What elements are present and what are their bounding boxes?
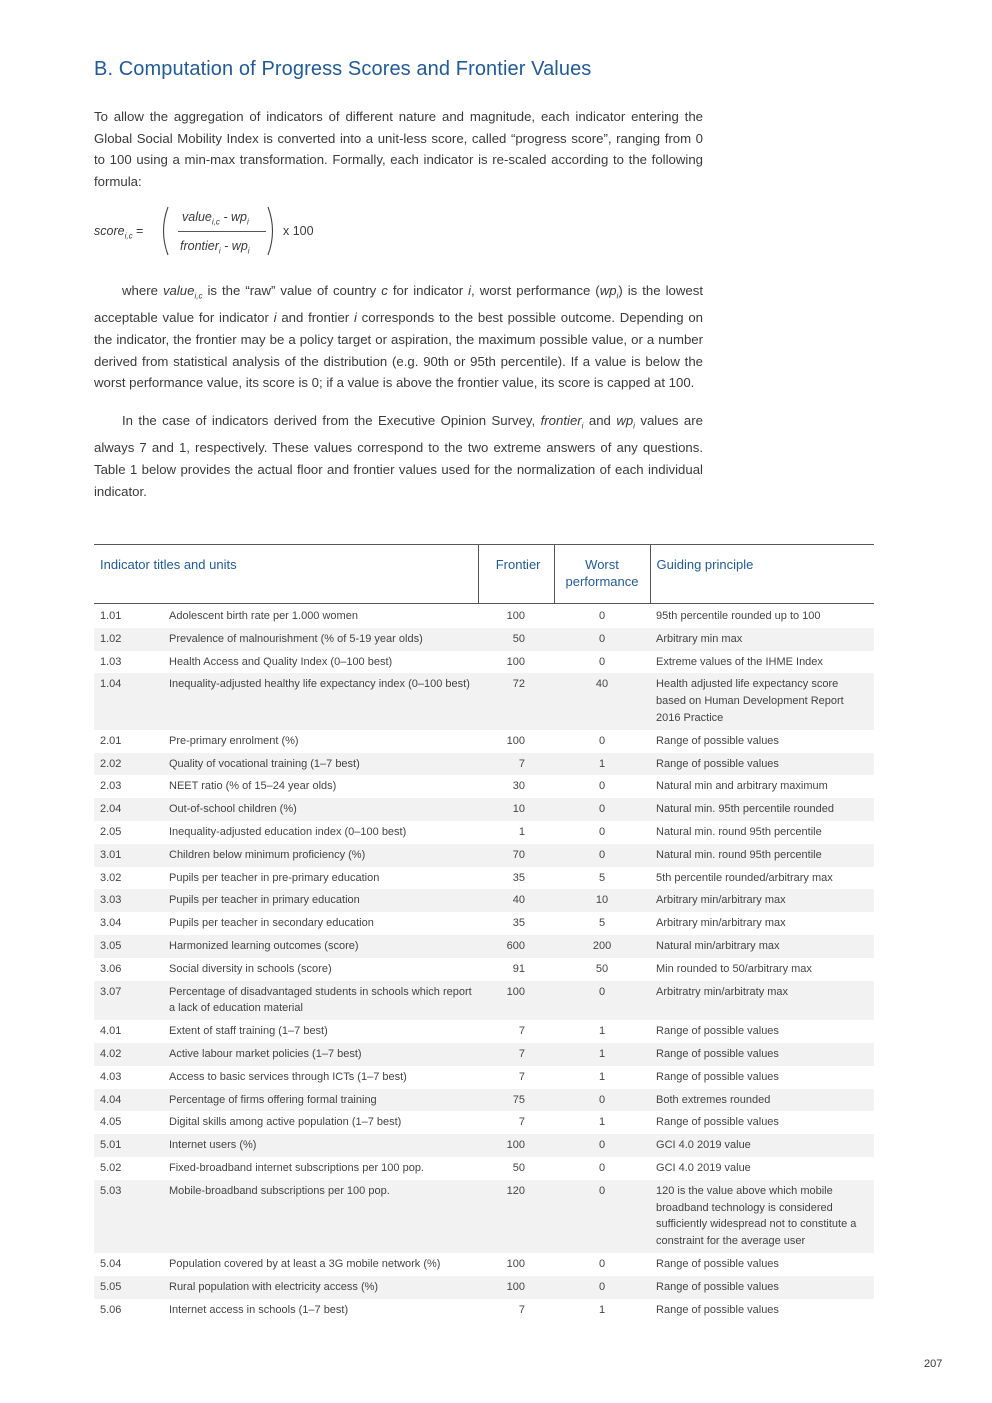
indicator-code: 3.01 (94, 844, 163, 867)
table-row (94, 1043, 874, 1066)
guiding-principle: Range of possible values (650, 753, 874, 776)
fraction-bar (178, 231, 266, 232)
table-header-row (94, 545, 874, 604)
frontier-value: 120 (478, 1180, 554, 1253)
guiding-principle: 5th percentile rounded/arbitrary max (656, 871, 833, 884)
formula-lhs: score$_{i,c}$ = (94, 224, 144, 241)
indicator-code: 2.04 (94, 798, 163, 821)
indicator-code: 4.04 (94, 1089, 163, 1112)
indicator-code: 3.05 (94, 935, 163, 958)
indicator-code: 3.04 (100, 917, 122, 930)
table-row (94, 604, 874, 628)
table-row (94, 1134, 874, 1157)
worst-performance-value: 0 (598, 610, 606, 622)
header-frontier: Frontier (478, 545, 554, 604)
header-indicator: Indicator titles and units (94, 545, 478, 604)
worst-performance-value: 200 (554, 935, 650, 958)
indicator-title: Internet access in schools (1–7 best) (169, 1303, 349, 1316)
table-row (94, 981, 874, 1021)
indicator-title: Out-of-school children (%) (163, 798, 478, 821)
guiding-principle: Range of possible values (656, 734, 779, 747)
table-row (94, 1276, 874, 1299)
indicator-code: 1.01 (100, 610, 122, 622)
indicator-code: 5.01 (94, 1134, 163, 1157)
indicator-code: 3.06 (100, 962, 122, 975)
guiding-principle: Range of possible values (656, 1025, 779, 1038)
frontier-value: 72 (478, 673, 554, 729)
indicator-code: 2.05 (100, 825, 122, 838)
frontier-value: 70 (478, 844, 554, 867)
indicator-title: Prevalence of malnourishment (% of 5-19 year olds) (163, 628, 478, 651)
indicator-code: 4.02 (94, 1043, 163, 1066)
guiding-principle: Arbitrary min max (650, 628, 874, 651)
indicator-title: Percentage of firms offering formal training (163, 1089, 478, 1112)
worst-performance-value: 1 (554, 753, 650, 776)
indicator-code: 3.02 (100, 871, 122, 884)
table-row (94, 1089, 874, 1112)
frontier-value: 50 (478, 628, 554, 651)
indicator-code: 1.04 (94, 673, 163, 729)
indicator-title: Mobile-broadband subscriptions per 100 pop. (163, 1180, 478, 1253)
table-row (94, 673, 874, 729)
formula-denominator: frontier$_i$ - $wp_i$ (180, 239, 250, 256)
guiding-principle: Range of possible values (656, 1116, 779, 1129)
worst-performance-value: 0 (598, 734, 606, 747)
table-row (94, 935, 874, 958)
indicator-title: Inequality-adjusted education index (0–100 best) (169, 825, 407, 838)
score-formula (94, 206, 334, 258)
guiding-principle: Arbitrary min/arbitrary max (650, 889, 874, 912)
worst-performance-value: 0 (598, 1161, 606, 1174)
frontier-value: 7 (478, 1043, 554, 1066)
worst-performance-value: 0 (598, 1257, 606, 1270)
frontier-value: 30 (512, 780, 526, 793)
worst-performance-value: 0 (554, 1134, 650, 1157)
worst-performance-value: 0 (554, 1276, 650, 1299)
indicator-code: 2.01 (100, 734, 122, 747)
table-row (94, 912, 874, 935)
table-row (94, 1020, 874, 1043)
frontier-value: 7 (518, 1070, 526, 1083)
guiding-principle: Range of possible values (656, 1070, 779, 1083)
indicator-title: Rural population with electricity access (%) (163, 1276, 478, 1299)
frontier-value: 35 (512, 917, 526, 930)
frontier-value: 100 (506, 734, 526, 747)
guiding-principle: Arbitratry min/arbitraty max (650, 981, 874, 1021)
frontier-value: 100 (506, 610, 526, 622)
frontier-value: 7 (518, 1116, 526, 1129)
intro-paragraph: To allow the aggregation of indicators of different nature and magnitude, each indicator entering the Global Social Mobility Index is converted into a unit-less score, called “progress score”, ranging from 0 to 100 using a min-max transformation. Formally, each indicator is re-scaled according to the following formula: (94, 109, 703, 190)
worst-performance-value: 0 (554, 981, 650, 1021)
table-row (94, 1253, 874, 1276)
table-row (94, 651, 874, 674)
indicator-title: Active labour market policies (1–7 best) (163, 1043, 478, 1066)
indicator-title: NEET ratio (% of 15–24 year olds) (169, 780, 337, 793)
guiding-principle: Range of possible values (650, 1276, 874, 1299)
worst-performance-value: 1 (554, 1043, 650, 1066)
definition-paragraph: where value$_{i,c}$ is the “raw” value of country c for indicator i, worst performance $(wp_i)$ is the lowest acceptable value for indicator i and frontier i corresponds to the best possible outcome. Depending on the indicator, the frontier may be a policy target or aspiration, the maximum possible value, or a number derived from statistical analysis of the distribution (e.g. 90th or 95th percentile). If a value is below the worst performance value, its score is 0; if a value is above the frontier value, its score is capped at 100. (94, 283, 703, 391)
right-paren-icon (266, 206, 278, 256)
indicator-title: Internet users (%) (163, 1134, 478, 1157)
worst-performance-value: 10 (554, 889, 650, 912)
worst-performance-value: 50 (595, 962, 609, 975)
frontier-values-table (94, 544, 874, 1321)
guiding-principle: Natural min/arbitrary max (650, 935, 874, 958)
worst-performance-value: 1 (598, 1025, 606, 1038)
frontier-value: 100 (478, 981, 554, 1021)
indicator-title: Fixed-broadband internet subscriptions per 100 pop. (169, 1161, 424, 1174)
frontier-value: 1 (518, 825, 526, 838)
indicator-code: 2.03 (100, 780, 122, 793)
worst-performance-value: 0 (554, 628, 650, 651)
guiding-principle: Min rounded to 50/arbitrary max (656, 962, 812, 975)
frontier-value: 10 (478, 798, 554, 821)
table-row (94, 1157, 874, 1180)
indicator-title: Percentage of disadvantaged students in schools which report a lack of education material (163, 981, 478, 1021)
guiding-principle: Arbitrary min/arbitrary max (656, 917, 786, 930)
guiding-principle: Natural min. round 95th percentile (650, 844, 874, 867)
table-row (94, 821, 874, 844)
guiding-principle: Natural min and arbitrary maximum (656, 780, 828, 793)
indicator-code: 2.02 (94, 753, 163, 776)
indicator-title: Population covered by at least a 3G mobile network (%) (169, 1257, 441, 1270)
guiding-principle: 120 is the value above which mobile broadband technology is considered sufficiently widespread not to constitute a constraint for the average user (650, 1180, 874, 1253)
header-worst-performance: Worst performance (554, 545, 650, 604)
indicator-code: 3.03 (94, 889, 163, 912)
table-row (94, 1111, 874, 1134)
table-row (94, 889, 874, 912)
indicator-code: 1.02 (94, 628, 163, 651)
indicator-code: 5.05 (94, 1276, 163, 1299)
indicator-title: Quality of vocational training (1–7 best) (163, 753, 478, 776)
frontier-value: 100 (506, 1257, 526, 1270)
table-row (94, 628, 874, 651)
guiding-principle: Range of possible values (656, 1257, 779, 1270)
frontier-value: 100 (478, 1134, 554, 1157)
table-row (94, 958, 874, 981)
indicator-code: 5.02 (100, 1161, 122, 1174)
worst-performance-value: 1 (598, 1303, 606, 1316)
worst-performance-value: 5 (598, 917, 606, 930)
frontier-value: 35 (512, 871, 526, 884)
section-title: B. Computation of Progress Scores and Frontier Values (94, 58, 592, 80)
indicator-title: Inequality-adjusted healthy life expectancy index (0–100 best) (163, 673, 478, 729)
indicator-code: 4.01 (100, 1025, 122, 1038)
indicator-code: 3.07 (94, 981, 163, 1021)
worst-performance-value: 0 (554, 1180, 650, 1253)
indicator-code: 5.03 (94, 1180, 163, 1253)
indicator-code: 4.05 (100, 1116, 122, 1129)
frontier-value: 75 (478, 1089, 554, 1112)
indicator-title: Health Access and Quality Index (0–100 best) (169, 655, 393, 668)
worst-performance-value: 0 (554, 1089, 650, 1112)
guiding-principle: Natural min. round 95th percentile (656, 825, 822, 838)
worst-performance-value: 1 (598, 1116, 606, 1129)
left-paren-icon (158, 206, 170, 256)
frontier-value: 91 (512, 962, 526, 975)
table-row (94, 844, 874, 867)
frontier-value: 100 (506, 655, 526, 668)
worst-performance-value: 5 (598, 871, 606, 884)
table-row (94, 867, 874, 890)
guiding-principle: GCI 4.0 2019 value (650, 1134, 874, 1157)
table-row (94, 753, 874, 776)
frontier-value: 600 (478, 935, 554, 958)
indicator-code: 5.04 (100, 1257, 122, 1270)
guiding-principle: Range of possible values (656, 1303, 779, 1316)
table-row (94, 1299, 874, 1322)
guiding-principle: 95th percentile rounded up to 100 (656, 610, 821, 622)
frontier-value: 40 (478, 889, 554, 912)
frontier-value: 7 (478, 753, 554, 776)
indicator-code: 5.06 (100, 1303, 122, 1316)
page-number: 207 (924, 1358, 943, 1370)
formula-numerator: value$_{i,c}$ - $wp_i$ (182, 210, 249, 227)
table-row (94, 798, 874, 821)
worst-performance-value: 0 (598, 780, 606, 793)
worst-performance-value: 1 (598, 1070, 606, 1083)
frontier-value: 7 (518, 1025, 526, 1038)
survey-paragraph: In the case of indicators derived from the Executive Opinion Survey, frontier$_i$ and $wp_i$ values are always 7 and 1, respectively. These values correspond to the two extreme answers of any questions. Table 1 below provides the actual floor and frontier values used for the normalization of each individual indicator. (94, 413, 703, 499)
indicator-title: Pupils per teacher in secondary education (169, 917, 374, 930)
indicator-title: Pupils per teacher in pre-primary education (169, 871, 380, 884)
indicator-title: Access to basic services through ICTs (1–7 best) (169, 1070, 407, 1083)
indicator-title: Children below minimum proficiency (%) (163, 844, 478, 867)
frontier-value: 100 (478, 1276, 554, 1299)
indicator-title: Digital skills among active population (1–7 best) (169, 1116, 402, 1129)
guiding-principle: GCI 4.0 2019 value (656, 1161, 751, 1174)
guiding-principle: Natural min. 95th percentile rounded (650, 798, 874, 821)
indicator-title: Pupils per teacher in primary education (163, 889, 478, 912)
frontier-value: 7 (518, 1303, 526, 1316)
guiding-principle: Both extremes rounded (650, 1089, 874, 1112)
worst-performance-value: 0 (598, 825, 606, 838)
guiding-principle: Range of possible values (650, 1043, 874, 1066)
indicator-code: 1.03 (100, 655, 122, 668)
formula-multiplier: x 100 (283, 224, 314, 238)
worst-performance-value: 40 (554, 673, 650, 729)
indicator-title: Pre-primary enrolment (%) (169, 734, 299, 747)
header-guiding-principle: Guiding principle (650, 545, 874, 604)
indicator-title: Extent of staff training (1–7 best) (169, 1025, 328, 1038)
table-row (94, 775, 874, 798)
table-row (94, 1066, 874, 1089)
indicator-code: 4.03 (100, 1070, 122, 1083)
frontier-value: 50 (512, 1161, 526, 1174)
table-row (94, 1180, 874, 1253)
indicator-title: Social diversity in schools (score) (169, 962, 332, 975)
worst-performance-value: 0 (598, 655, 606, 668)
indicator-title: Adolescent birth rate per 1.000 women (169, 610, 358, 622)
guiding-principle: Extreme values of the IHME Index (656, 655, 823, 668)
indicator-title: Harmonized learning outcomes (score) (163, 935, 478, 958)
guiding-principle: Health adjusted life expectancy score based on Human Development Report 2016 Practice (650, 673, 874, 729)
worst-performance-value: 0 (554, 798, 650, 821)
table-row (94, 730, 874, 753)
worst-performance-value: 0 (554, 844, 650, 867)
